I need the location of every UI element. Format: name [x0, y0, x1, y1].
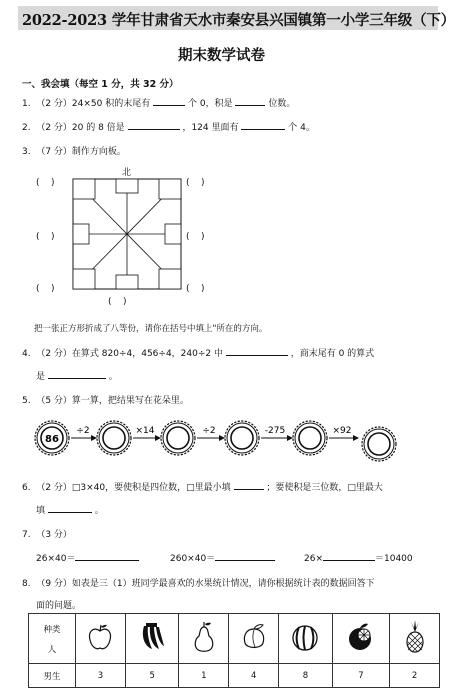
direction-blank-sw[interactable]: ( ) [36, 284, 55, 294]
fruit-cell [125, 614, 179, 664]
q7-text: （3 分） [36, 530, 72, 540]
q2-number: 2. [22, 123, 31, 133]
direction-blank-w[interactable]: ( ) [36, 232, 55, 242]
q1-mid: 个 0，积是 [187, 99, 233, 109]
flower-answer-4[interactable] [293, 421, 327, 455]
direction-blank-nw[interactable]: ( ) [36, 178, 55, 188]
fruit-cell [229, 614, 279, 664]
table-header-cell: 种类 人 [29, 614, 76, 664]
question-8 [22, 576, 375, 589]
q5-number: 5. [22, 396, 31, 406]
direction-blank-s[interactable]: ( ) [108, 297, 127, 307]
fruit-cell [332, 614, 389, 664]
flower-answer-3[interactable] [225, 421, 259, 455]
q4-text: （2 分）在算式 820÷4，456÷4，240÷2 中 [36, 349, 223, 359]
document-title: 2022-2023 学年甘肃省天水市秦安县兴国镇第一小学三年级（下） [22, 12, 455, 29]
op-1: ÷2 [76, 426, 90, 436]
table-cell: 5 [125, 664, 179, 688]
q5-text: （5 分）算一算，把结果写在花朵里。 [36, 396, 189, 406]
q2-end: 个 4。 [288, 123, 315, 133]
fruit-cell [279, 614, 333, 664]
q6-line2-prefix: 填 [36, 506, 46, 516]
q4-number: 4. [22, 349, 31, 359]
flower-answer-2[interactable] [161, 421, 195, 455]
pineapple-icon [402, 620, 428, 654]
q1-blank-2[interactable] [235, 96, 265, 106]
q4-line2-prefix: 是 [36, 372, 46, 382]
question-3 [22, 144, 126, 157]
table-row [29, 614, 440, 664]
peach-icon [241, 622, 267, 652]
north-label: 北 [122, 168, 132, 178]
op-2: ×14 [135, 426, 155, 436]
q8-text: （9 分）如表是三（1）班同学最喜欢的水果统计情况，请你根据统计表的数据回答下 [36, 579, 375, 589]
q6-blank-2[interactable] [48, 503, 92, 513]
flower-answer-1[interactable] [97, 421, 131, 455]
section-heading: 一、我会填（每空 1 分，共 32 分） [22, 79, 179, 90]
q2-blank-2[interactable] [241, 120, 285, 130]
fruit-cell [390, 614, 440, 664]
op-4: -275 [264, 426, 286, 436]
q6-line2-end: 。 [94, 506, 104, 516]
op-3: ÷2 [202, 426, 216, 436]
q7-blank-3[interactable] [323, 551, 375, 561]
question-5 [22, 393, 189, 406]
q2-mid: ，124 里面有 [182, 123, 239, 133]
q1-text: （2 分）24×50 积的末尾有 [36, 99, 151, 109]
question-2 [22, 120, 315, 133]
table-cell: 3 [76, 664, 126, 688]
q3-text: （7 分）制作方向板。 [36, 147, 126, 157]
table-cell: 7 [332, 664, 389, 688]
start-value: 86 [45, 434, 59, 445]
q7-expr-1: 26×40＝ [36, 551, 139, 564]
q6-number: 6. [22, 483, 31, 493]
q1-number: 1. [22, 99, 31, 109]
q8-number: 8. [22, 579, 31, 589]
table-row [29, 664, 440, 688]
pear-icon [191, 621, 217, 653]
direction-board [72, 178, 182, 290]
q4-line2-end: 。 [108, 372, 118, 382]
document-subtitle: 期末数学试卷 [178, 47, 265, 64]
q4-mid: ，商末尾有 0 的算式 [290, 349, 375, 359]
question-4-line2 [36, 369, 118, 382]
flower-answer-5[interactable] [362, 427, 396, 461]
q8-line2: 面的问题。 [36, 601, 82, 611]
q4-blank-2[interactable] [48, 369, 106, 379]
question-4 [22, 346, 374, 359]
q2-text: （2 分）20 的 8 倍是 [36, 123, 125, 133]
fruit-table [28, 613, 440, 688]
apple-icon [87, 622, 113, 652]
op-5: ×92 [332, 426, 352, 436]
q7-number: 7. [22, 530, 31, 540]
q3-number: 3. [22, 147, 31, 157]
question-6 [22, 480, 383, 493]
q2-blank-1[interactable] [128, 120, 180, 130]
fruit-cell [76, 614, 126, 664]
q3-caption: 把一张正方形折成了八等份，请你在括号中填上"所在的方向。 [34, 324, 268, 334]
direction-blank-se[interactable]: ( ) [186, 284, 205, 294]
q1-blank-1[interactable] [153, 96, 185, 106]
q6-text: （2 分）□3×40，要使积是四位数，□里最小填 [36, 483, 231, 493]
table-cell: 1 [179, 664, 229, 688]
question-6-line2 [36, 503, 104, 516]
orange-icon [346, 621, 376, 653]
direction-blank-e[interactable]: ( ) [186, 232, 205, 242]
table-cell: 4 [229, 664, 279, 688]
table-cell: 8 [279, 664, 333, 688]
q7-expr-2: 260×40＝ [170, 551, 275, 564]
q6-blank-1[interactable] [234, 480, 264, 490]
banana-icon [138, 622, 166, 652]
q7-blank-2[interactable] [215, 551, 275, 561]
q6-mid: ；要使积是三位数，□里最大 [266, 483, 383, 493]
row-label: 男生 [29, 664, 76, 688]
table-cell: 2 [390, 664, 440, 688]
fruit-cell [179, 614, 229, 664]
q7-expr-3: 26× ＝10400 [304, 551, 413, 564]
question-1 [22, 96, 295, 109]
calculation-chain [32, 414, 432, 470]
q7-blank-1[interactable] [75, 551, 139, 561]
question-7 [22, 527, 72, 540]
watermelon-icon [291, 622, 319, 652]
direction-blank-ne[interactable]: ( ) [186, 178, 205, 188]
q4-blank-1[interactable] [226, 346, 288, 356]
q1-end: 位数。 [268, 99, 296, 109]
